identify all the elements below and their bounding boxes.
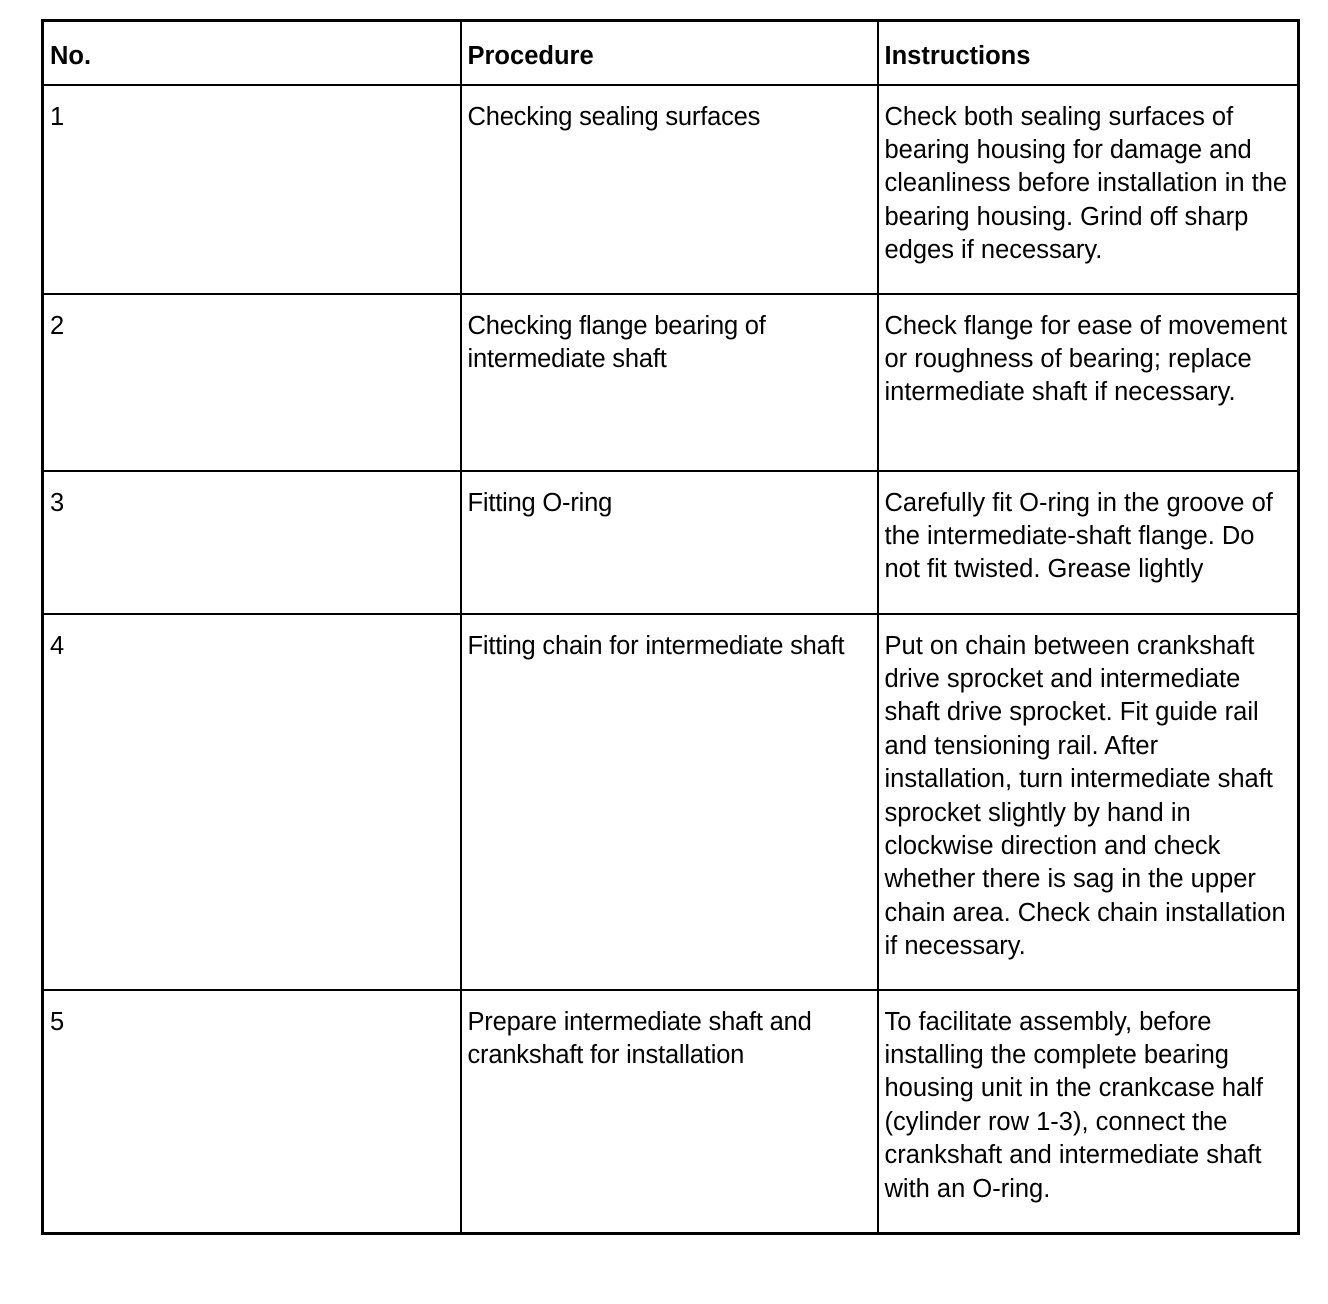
row-number: 2 xyxy=(43,294,461,471)
row-number: 4 xyxy=(43,614,461,990)
table-row xyxy=(43,614,1299,990)
row-procedure: Prepare intermediate shaft and crankshaft for installation xyxy=(461,990,878,1234)
header-instructions: Instructions xyxy=(878,21,1299,85)
header-no: No. xyxy=(43,21,461,85)
row-instructions: Put on chain between crankshaft drive sprocket and intermediate shaft drive sprocket. Fit guide rail and tensioning rail. After installation, turn intermediate shaft sprocket slightly by hand in clockwise direction and check whether there is sag in the upper chain area. Check chain installation if necessary. xyxy=(878,614,1299,990)
table-row xyxy=(43,294,1299,471)
table-row xyxy=(43,85,1299,294)
table-row xyxy=(43,990,1299,1234)
row-number: 1 xyxy=(43,85,461,294)
table-header xyxy=(43,21,1299,85)
row-number: 3 xyxy=(43,471,461,614)
header-row xyxy=(43,21,1299,85)
row-number: 5 xyxy=(43,990,461,1234)
row-procedure: Checking sealing surfaces xyxy=(461,85,878,294)
row-procedure: Fitting chain for intermediate shaft xyxy=(461,614,878,990)
procedure-table xyxy=(41,19,1300,1235)
row-instructions: To facilitate assembly, before installing the complete bearing housing unit in the crankcase half (cylinder row 1-3), connect the crankshaft and intermediate shaft with an O-ring. xyxy=(878,990,1299,1234)
row-procedure: Checking flange bearing of intermediate shaft xyxy=(461,294,878,471)
row-instructions: Carefully fit O-ring in the groove of the intermediate-shaft flange. Do not fit twisted. Grease lightly xyxy=(878,471,1299,614)
table-row xyxy=(43,471,1299,614)
row-instructions: Check flange for ease of movement or roughness of bearing; replace intermediate shaft if necessary. xyxy=(878,294,1299,471)
header-procedure: Procedure xyxy=(461,21,878,85)
row-instructions: Check both sealing surfaces of bearing housing for damage and cleanliness before installation in the bearing housing. Grind off sharp edges if necessary. xyxy=(878,85,1299,294)
table-body xyxy=(43,85,1299,1234)
row-procedure: Fitting O-ring xyxy=(461,471,878,614)
